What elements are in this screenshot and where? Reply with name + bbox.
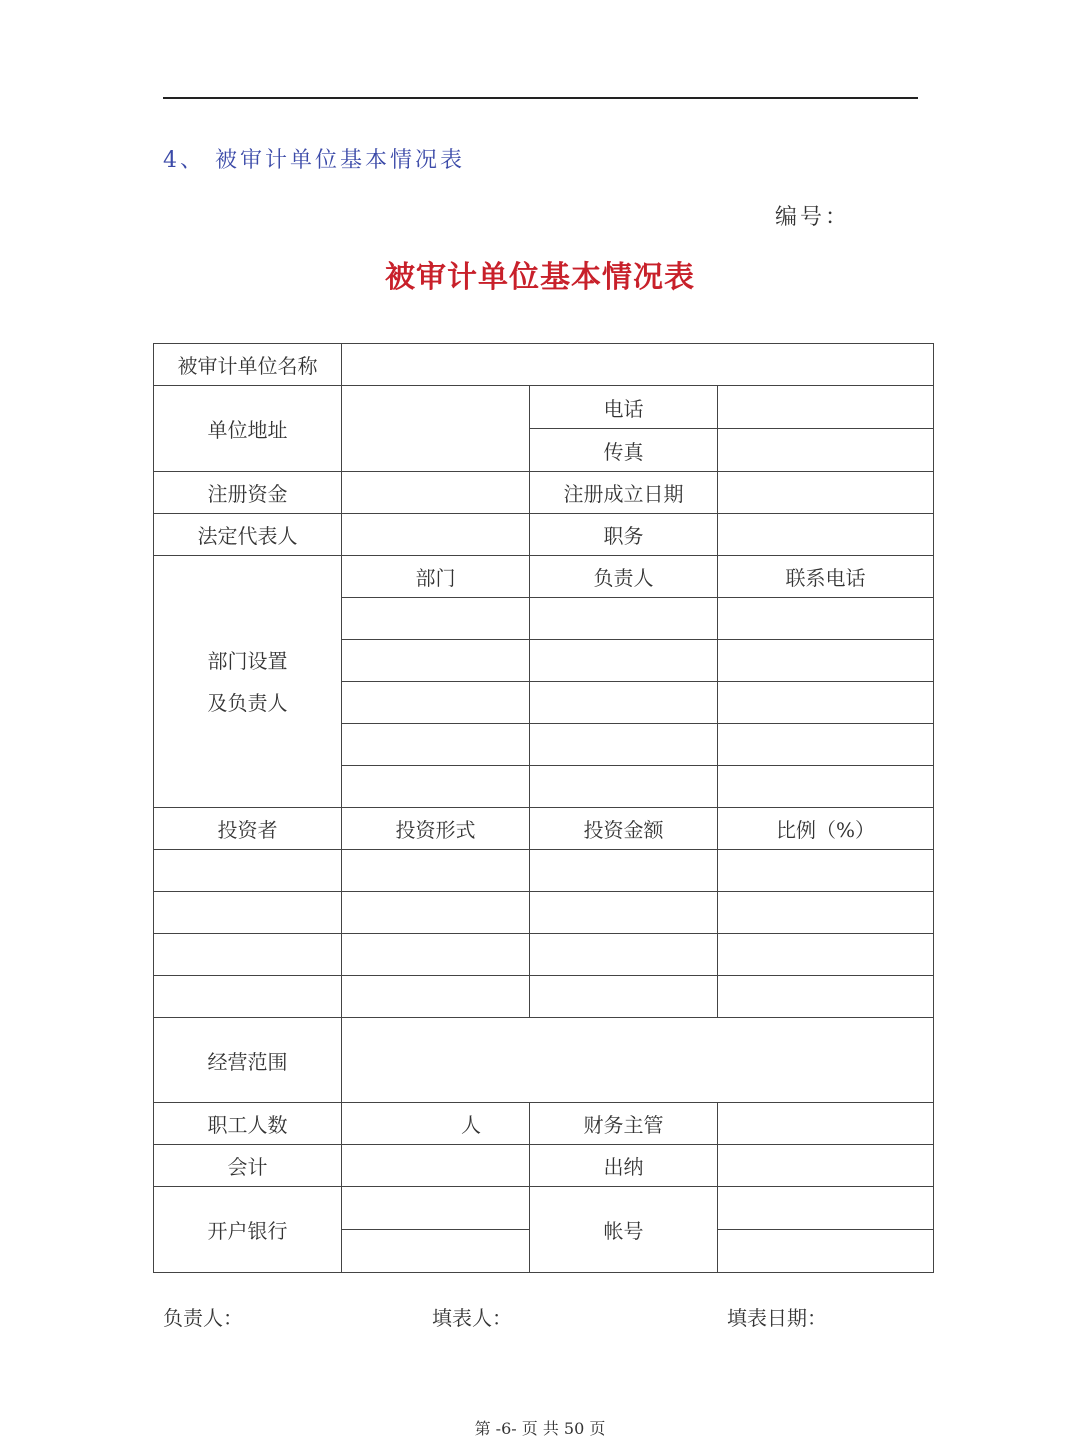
investment-ratio-cell[interactable] — [718, 976, 934, 1018]
registration-date-label: 注册成立日期 — [530, 472, 718, 514]
dept-contact-cell[interactable] — [718, 766, 934, 808]
bank-field-1[interactable] — [342, 1187, 530, 1230]
account-number-field-1[interactable] — [718, 1187, 934, 1230]
business-scope-label: 经营范围 — [154, 1018, 342, 1103]
dept-head-cell[interactable] — [530, 766, 718, 808]
investment-form-column-header: 投资形式 — [342, 808, 530, 850]
bank-field-2[interactable] — [342, 1230, 530, 1273]
dept-contact-cell[interactable] — [718, 724, 934, 766]
dept-setup-line1: 部门设置 — [207, 648, 288, 673]
dept-contact-cell[interactable] — [718, 598, 934, 640]
dept-setup-label — [154, 556, 342, 808]
business-scope-field[interactable] — [342, 1018, 934, 1103]
legal-rep-label: 法定代表人 — [154, 514, 342, 556]
investment-amount-cell[interactable] — [530, 850, 718, 892]
cashier-field[interactable] — [718, 1145, 934, 1187]
investor-row — [154, 850, 934, 892]
cashier-label: 出纳 — [530, 1145, 718, 1187]
investor-cell[interactable] — [154, 934, 342, 976]
investment-ratio-cell[interactable] — [718, 850, 934, 892]
unit-address-field[interactable] — [342, 386, 530, 472]
dept-cell[interactable] — [342, 682, 530, 724]
unit-name-label: 被审计单位名称 — [154, 344, 342, 386]
dept-head-cell[interactable] — [530, 682, 718, 724]
fax-label: 传真 — [530, 429, 718, 472]
fill-date-label: 填表日期： — [727, 1306, 827, 1330]
page-number: 第 -6- 页 共 50 页 — [474, 1419, 606, 1438]
registered-capital-field[interactable] — [342, 472, 530, 514]
dept-column-header: 部门 — [342, 556, 530, 598]
document-title: 被审计单位基本情况表 — [385, 260, 695, 295]
dept-head-cell[interactable] — [530, 640, 718, 682]
staff-count-label: 职工人数 — [154, 1103, 342, 1145]
investment-ratio-column-header: 比例（%） — [718, 808, 934, 850]
dept-cell[interactable] — [342, 598, 530, 640]
dept-setup-line2: 及负责人 — [207, 690, 288, 715]
dept-head-column-header: 负责人 — [530, 556, 718, 598]
dept-cell[interactable] — [342, 724, 530, 766]
position-field[interactable] — [718, 514, 934, 556]
investment-ratio-cell[interactable] — [718, 892, 934, 934]
dept-head-cell[interactable] — [530, 598, 718, 640]
investment-form-cell[interactable] — [342, 934, 530, 976]
registration-date-field[interactable] — [718, 472, 934, 514]
investor-row — [154, 934, 934, 976]
investment-form-cell[interactable] — [342, 892, 530, 934]
position-label: 职务 — [530, 514, 718, 556]
unit-name-field[interactable] — [342, 344, 934, 386]
legal-rep-field[interactable] — [342, 514, 530, 556]
dept-contact-cell[interactable] — [718, 682, 934, 724]
dept-contact-cell[interactable] — [718, 640, 934, 682]
bank-label: 开户银行 — [154, 1187, 342, 1273]
investor-cell[interactable] — [154, 976, 342, 1018]
fax-field[interactable] — [718, 429, 934, 472]
serial-number-label: 编号： — [775, 205, 851, 230]
staff-count-field[interactable] — [342, 1103, 530, 1145]
investment-form-cell[interactable] — [342, 976, 530, 1018]
investor-row — [154, 892, 934, 934]
dept-cell[interactable] — [342, 766, 530, 808]
filler-label: 填表人： — [432, 1306, 512, 1330]
responsible-label: 负责人： — [163, 1306, 243, 1330]
section-heading: 4、 被审计单位基本情况表 — [163, 148, 465, 173]
investor-cell[interactable] — [154, 850, 342, 892]
investment-amount-column-header: 投资金额 — [530, 808, 718, 850]
accountant-label: 会计 — [154, 1145, 342, 1187]
dept-contact-column-header: 联系电话 — [718, 556, 934, 598]
unit-address-label: 单位地址 — [154, 386, 342, 472]
phone-field[interactable] — [718, 386, 934, 429]
investor-column-header: 投资者 — [154, 808, 342, 850]
dept-head-cell[interactable] — [530, 724, 718, 766]
registered-capital-label: 注册资金 — [154, 472, 342, 514]
investment-amount-cell[interactable] — [530, 934, 718, 976]
header-rule — [163, 97, 918, 99]
account-number-label: 帐号 — [530, 1187, 718, 1273]
phone-label: 电话 — [530, 386, 718, 429]
investment-amount-cell[interactable] — [530, 892, 718, 934]
dept-cell[interactable] — [342, 640, 530, 682]
accountant-field[interactable] — [342, 1145, 530, 1187]
investor-cell[interactable] — [154, 892, 342, 934]
staff-count-unit: 人 — [461, 1113, 481, 1137]
finance-supervisor-label: 财务主管 — [530, 1103, 718, 1145]
audited-unit-info-table — [153, 343, 934, 1273]
investment-ratio-cell[interactable] — [718, 934, 934, 976]
investor-row — [154, 976, 934, 1018]
investment-form-cell[interactable] — [342, 850, 530, 892]
account-number-field-2[interactable] — [718, 1230, 934, 1273]
investment-amount-cell[interactable] — [530, 976, 718, 1018]
finance-supervisor-field[interactable] — [718, 1103, 934, 1145]
